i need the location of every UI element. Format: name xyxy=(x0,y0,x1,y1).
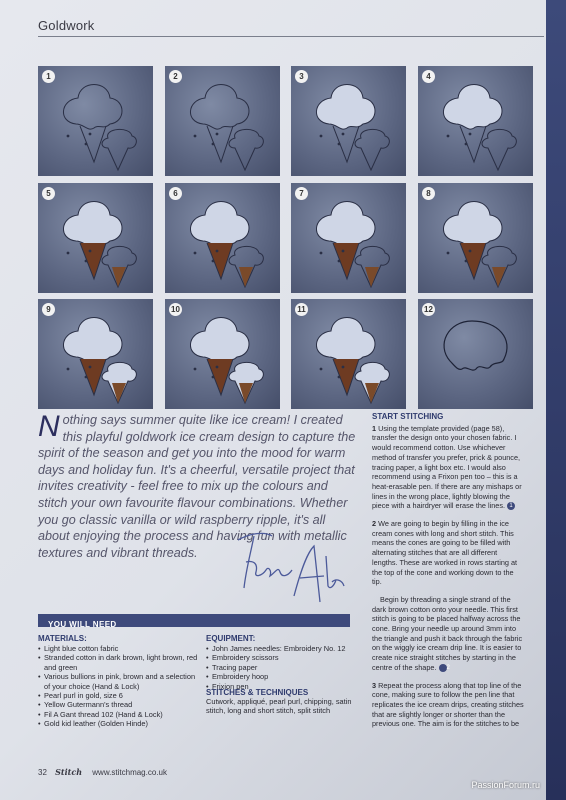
step-photo xyxy=(291,299,406,409)
material-item: • Light blue cotton fabric xyxy=(38,644,198,653)
designer-signature xyxy=(232,526,352,616)
materials-heading: MATERIALS: xyxy=(38,634,87,643)
step-photo xyxy=(418,299,533,409)
ice-cream-sketch xyxy=(38,183,153,293)
step-number-badge: 7 xyxy=(295,187,308,200)
step-photo xyxy=(291,183,406,293)
equipment-heading: EQUIPMENT: xyxy=(206,634,256,643)
you-will-need-title: YOU WILL NEED xyxy=(48,620,117,629)
step-photo xyxy=(38,183,153,293)
ice-cream-sketch xyxy=(165,66,280,176)
start-stitching-heading: START STITCHING xyxy=(372,412,444,421)
step-1-paragraph: 1 Using the template provided (page 58), transfer the design onto your chosen fabric. I would recommend cotton. Use whichever method of transfer you prefer, prick & pounce, tracing paper, a light box etc. I would also recommend using a Frixon pen too – this is a heat-erasable pen. If there are any mishaps or lines in the wrong place, lightly blowing the piece with a hairdryer will erase the lines. 1 xyxy=(372,423,522,511)
material-item: • Yellow Gutermann's thread xyxy=(38,700,198,709)
step-number-badge: 8 xyxy=(422,187,435,200)
you-will-need-bar xyxy=(38,614,350,627)
ice-cream-sketch xyxy=(38,66,153,176)
step-photo xyxy=(418,183,533,293)
ice-cream-sketch xyxy=(165,299,280,409)
header-divider xyxy=(38,36,544,37)
equipment-item: • Tracing paper xyxy=(206,663,356,672)
ice-cream-sketch xyxy=(291,183,406,293)
equipment-item: • Embroidery hoop xyxy=(206,672,356,681)
step-2b-paragraph: Begin by threading a single strand of the dark brown cotton onto your needle. This first stitch is going to be placed halfway across the cone. Bring your needle up around 3mm into the triangle and push it back through the fabric on the wiggly ice cream drip line. It is easier to create nice straight stitches by starting in the centre of the shape. 2 xyxy=(372,594,523,672)
step-number-badge: 6 xyxy=(169,187,182,200)
material-item: • Stranded cotton in dark brown, light brown, red and green xyxy=(38,653,198,672)
techniques-heading: STITCHES & TECHNIQUES xyxy=(206,688,309,697)
step-photo xyxy=(38,299,153,409)
step-photo xyxy=(165,183,280,293)
ice-cream-sketch xyxy=(291,66,406,176)
equipment-list xyxy=(206,644,356,691)
ice-cream-sketch xyxy=(418,299,533,409)
material-item: • Gold kid leather (Golden Hinde) xyxy=(38,719,198,728)
step-number-badge: 9 xyxy=(42,303,55,316)
step-2-paragraph: 2 We are going to begin by filling in the ice cream cones with long and short stitch. This means the cones are going to be filled with alternating stitches that are all different lengths. These are worked in rows starting at the top of the cone and working down to the tip. xyxy=(372,519,518,587)
photo-ref-badge: 1 xyxy=(507,502,515,510)
step-photo xyxy=(291,66,406,176)
equipment-item: • John James needles: Embroidery No. 12 xyxy=(206,644,356,653)
magazine-brand: Stitch xyxy=(55,767,83,777)
techniques-text: Cutwork, appliqué, pearl purl, chipping, satin stitch, long and short stitch, split stitch xyxy=(206,697,352,716)
equipment-item: • Frixion pen xyxy=(206,682,356,691)
page-number: 32 xyxy=(38,768,47,777)
drop-cap: N xyxy=(38,410,60,443)
ice-cream-sketch xyxy=(418,66,533,176)
step-number-badge: 5 xyxy=(42,187,55,200)
instructions-column xyxy=(372,412,524,737)
step-photo xyxy=(165,299,280,409)
magazine-url: www.stitchmag.co.uk xyxy=(92,768,167,777)
step-photo xyxy=(38,66,153,176)
material-item: • Pearl purl in gold, size 6 xyxy=(38,691,198,700)
material-item: • Various bullions in pink, brown and a selection of your choice (Hand & Lock) xyxy=(38,672,198,691)
step-photo xyxy=(418,66,533,176)
step-photo xyxy=(165,66,280,176)
page-footer xyxy=(38,767,167,777)
ice-cream-sketch xyxy=(418,183,533,293)
step-number-badge: 4 xyxy=(422,70,435,83)
step-3-paragraph: 3 Repeat the process along that top line of the cone, making sure to follow the pen line that replicates the ice cream drips, creating stitches that are slightly longer or shorter than the previous one. The aim is for the stitches to be xyxy=(372,680,524,729)
step-number-badge: 10 xyxy=(169,303,182,316)
step-number-badge: 11 xyxy=(295,303,308,316)
step-number-badge: 12 xyxy=(422,303,435,316)
step-number-badge: 3 xyxy=(295,70,308,83)
section-title: Goldwork xyxy=(38,18,95,33)
ice-cream-sketch xyxy=(291,299,406,409)
materials-list xyxy=(38,644,198,729)
step-number-badge: 1 xyxy=(42,70,55,83)
material-item: • Fil A Gant thread 102 (Hand & Lock) xyxy=(38,710,198,719)
ice-cream-sketch xyxy=(38,299,153,409)
ice-cream-sketch xyxy=(165,183,280,293)
side-color-stripe xyxy=(546,0,566,800)
intro-text: othing says summer quite like ice cream! I created this playful goldwork ice cream design to capture the spirit of the season and get you into the mood for warm days and holiday fun. It's a cheerful, versatile project that invites creativity - feel free to mix up the colours and stitch your own favourite flavour combinations. Whether you go classic vanilla or wild raspberry ripple, it's all about enjoying the process and having fun with metallic textures and vibrant threads. xyxy=(38,413,356,560)
step-number-badge: 2 xyxy=(169,70,182,83)
photo-ref-badge: 2 xyxy=(439,664,447,672)
equipment-item: • Embroidery scissors xyxy=(206,653,356,662)
site-watermark: PassionForum.ru xyxy=(471,780,540,790)
